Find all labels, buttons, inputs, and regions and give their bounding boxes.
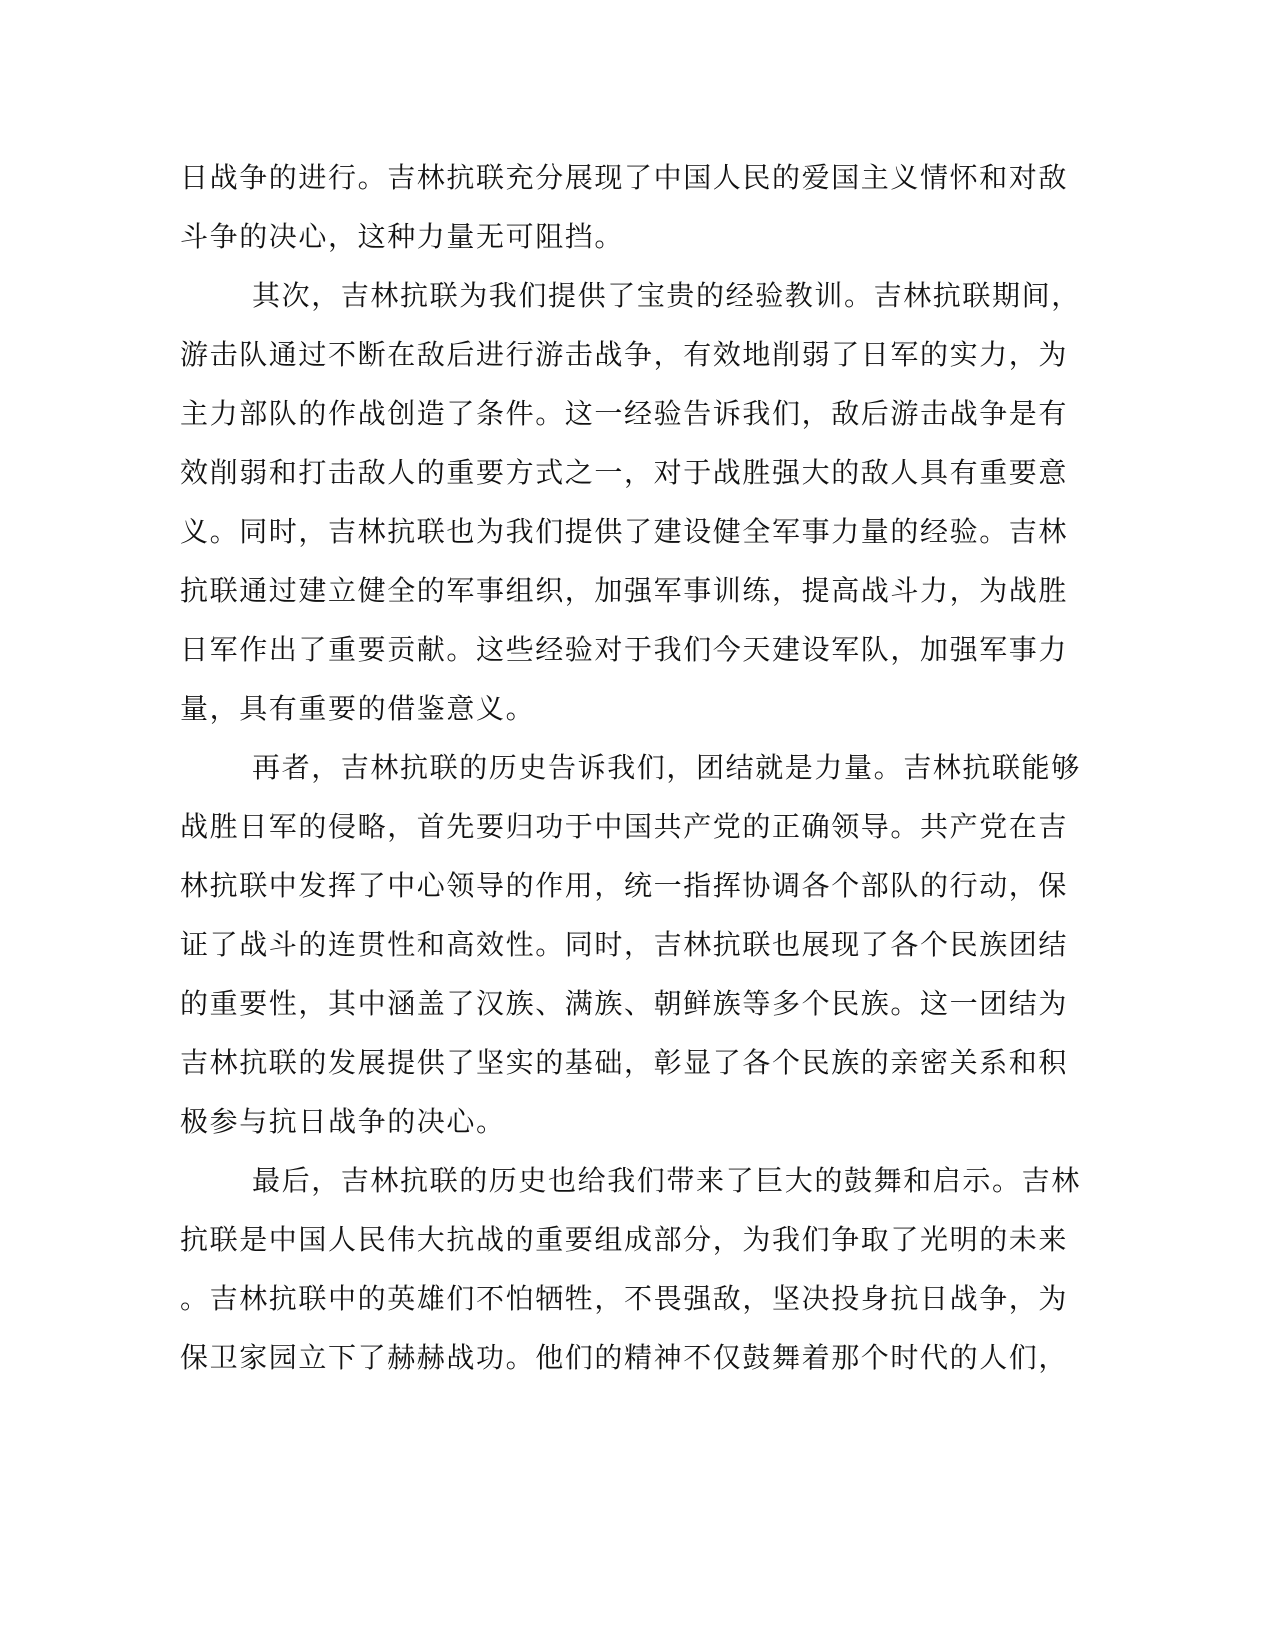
text-line: 林抗联中发挥了中心领导的作用，统一指挥协调各个部队的行动，保: [180, 869, 1069, 902]
text-line: 抗联通过建立健全的军事组织，加强军事训练，提高战斗力，为战胜: [180, 574, 1069, 607]
text-line: 日军作出了重要贡献。这些经验对于我们今天建设军队，加强军事力: [180, 633, 1069, 666]
text-line: 极参与抗日战争的决心。: [180, 1105, 506, 1138]
text-line: 再者，吉林抗联的历史告诉我们，团结就是力量。吉林抗联能够: [252, 751, 1081, 784]
text-line: 主力部队的作战创造了条件。这一经验告诉我们，敌后游击战争是有: [180, 397, 1069, 430]
text-line: 日战争的进行。吉林抗联充分展现了中国人民的爱国主义情怀和对敌: [180, 161, 1069, 194]
text-line: 抗联是中国人民伟大抗战的重要组成部分，为我们争取了光明的未来: [180, 1223, 1069, 1256]
text-line: 最后，吉林抗联的历史也给我们带来了巨大的鼓舞和启示。吉林: [252, 1164, 1081, 1197]
paragraph-2: [180, 266, 1081, 738]
text-line: 保卫家园立下了赫赫战功。他们的精神不仅鼓舞着那个时代的人们，: [180, 1341, 1069, 1374]
text-line: 证了战斗的连贯性和高效性。同时，吉林抗联也展现了各个民族团结: [180, 928, 1069, 961]
text-line: 量，具有重要的借鉴意义。: [180, 692, 536, 725]
text-line: 战胜日军的侵略，首先要归功于中国共产党的正确领导。共产党在吉: [180, 810, 1069, 843]
document-page: [180, 148, 1081, 1387]
text-line: 。吉林抗联中的英雄们不怕牺牲，不畏强敌，坚决投身抗日战争，为: [180, 1282, 1069, 1315]
paragraph-3: [180, 738, 1081, 1151]
text-line: 斗争的决心，这种力量无可阻挡。: [180, 220, 625, 253]
paragraph-4: [180, 1151, 1081, 1387]
text-line: 效削弱和打击敌人的重要方式之一，对于战胜强大的敌人具有重要意: [180, 456, 1069, 489]
paragraph-1: [180, 148, 1069, 266]
text-line: 的重要性，其中涵盖了汉族、满族、朝鲜族等多个民族。这一团结为: [180, 987, 1069, 1020]
text-line: 义。同时，吉林抗联也为我们提供了建设健全军事力量的经验。吉林: [180, 515, 1069, 548]
text-line: 吉林抗联的发展提供了坚实的基础，彰显了各个民族的亲密关系和积: [180, 1046, 1069, 1079]
text-line: 游击队通过不断在敌后进行游击战争，有效地削弱了日军的实力，为: [180, 338, 1069, 371]
text-line: 其次，吉林抗联为我们提供了宝贵的经验教训。吉林抗联期间，: [252, 279, 1081, 312]
